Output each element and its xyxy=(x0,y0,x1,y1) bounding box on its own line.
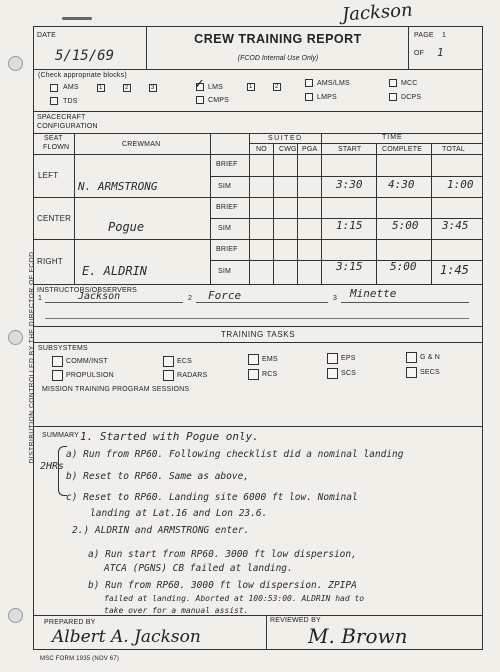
complete-left: 4:30 xyxy=(388,178,415,191)
tds-checkbox[interactable] xyxy=(50,97,58,105)
date-value: 5/15/69 xyxy=(55,48,115,64)
report-title: CREW TRAINING REPORT xyxy=(194,32,362,46)
eps-label: EPS xyxy=(341,355,356,362)
form-number: MSC FORM 1935 (NOV 67) xyxy=(40,656,120,662)
lms-1-label: 1 xyxy=(249,84,253,90)
sim-label: SIM xyxy=(218,225,232,232)
ams-label: AMS xyxy=(63,84,79,91)
observer-3-number: 3 xyxy=(333,295,338,302)
sim-label: SIM xyxy=(218,268,232,275)
cmps-checkbox[interactable] xyxy=(196,96,204,104)
total-left: 1:00 xyxy=(447,178,474,191)
eps-checkbox[interactable] xyxy=(327,353,338,364)
mcc-checkbox[interactable] xyxy=(389,79,397,87)
time-label: TIME xyxy=(382,134,403,141)
prepared-by-label: PREPARED BY xyxy=(44,619,96,626)
reviewed-by-label: REVIEWED BY xyxy=(270,617,321,624)
complete-label: COMPLETE xyxy=(382,146,423,153)
check-blocks-label: (Check appropriate blocks) xyxy=(38,72,127,79)
ams-2-label: 2 xyxy=(125,85,129,91)
staple xyxy=(62,17,92,20)
start-center: 1:15 xyxy=(336,219,363,232)
configuration-label: CONFIGURATION xyxy=(37,123,98,130)
total-center: 3:45 xyxy=(442,219,469,232)
start-left: 3:30 xyxy=(336,178,363,191)
scs-checkbox[interactable] xyxy=(327,368,338,379)
distribution-note: DISTRIBUTION CONTROLLED BY THE DIRECTOR OF FCOD xyxy=(28,251,36,464)
radars-checkbox[interactable] xyxy=(163,370,174,381)
crewman-left: N. ARMSTRONG xyxy=(78,180,158,193)
summary-line: take over for a manual assist. xyxy=(104,606,249,615)
cwg-label: CWG xyxy=(279,146,297,153)
observer-1: Jackson xyxy=(78,291,121,302)
seat-left: LEFT xyxy=(38,171,59,180)
crewman-right: E. ALDRIN xyxy=(82,264,148,278)
complete-right: 5:00 xyxy=(390,260,417,273)
observer-1-number: 1 xyxy=(38,295,43,302)
summary-line: c) Reset to RP60. Landing site 6000 ft low. Nominal xyxy=(66,492,358,503)
propulsion-checkbox[interactable] xyxy=(52,370,63,381)
lmps-label: LMPS xyxy=(317,94,337,101)
crewman-label: CREWMAN xyxy=(122,141,161,148)
g-n-label: G & N xyxy=(420,354,441,361)
comm-inst-label: COMM/INST xyxy=(66,358,108,365)
mission-sessions-label: MISSION TRAINING PROGRAM SESSIONS xyxy=(42,386,190,393)
ems-label: EMS xyxy=(262,356,278,363)
summary-line: landing at Lat.16 and Lon 23.6. xyxy=(90,508,268,519)
no-label: NO xyxy=(256,146,267,153)
tds-label: TDS xyxy=(63,98,78,105)
crewman-center: Pogue xyxy=(108,220,145,234)
observer-2: Force xyxy=(208,289,242,302)
ams-lms-label: AMS/LMS xyxy=(317,80,350,87)
summary-line: b) Run from RP60. 3000 ft low dispersion. ZPIPA xyxy=(88,580,357,591)
secs-checkbox[interactable] xyxy=(406,367,417,378)
dcps-label: DCPS xyxy=(401,94,422,101)
brief-label: BRIEF xyxy=(216,161,238,168)
rcs-label: RCS xyxy=(262,371,278,378)
lms-2-label: 2 xyxy=(275,84,279,90)
summary-line: a) Run start from RP60. 3000 ft low dispersion, xyxy=(88,549,357,560)
flown-label: FLOWN xyxy=(43,144,70,151)
summary-line: a) Run from RP60. Following checklist did a nominal landing xyxy=(66,449,404,460)
page-number: 1 xyxy=(442,32,447,39)
scs-label: SCS xyxy=(341,370,356,377)
reviewed-signature: M. Brown xyxy=(308,624,408,648)
dcps-checkbox[interactable] xyxy=(389,93,397,101)
mcc-label: MCC xyxy=(401,80,418,87)
summary-line: ATCA (PGNS) CB failed at landing. xyxy=(104,563,293,574)
page-label: PAGE xyxy=(414,32,434,39)
lmps-checkbox[interactable] xyxy=(305,93,313,101)
total-label: TOTAL xyxy=(442,146,465,153)
summary-line: b) Reset to RP60. Same as above, xyxy=(66,471,250,482)
propulsion-label: PROPULSION xyxy=(66,372,114,379)
secs-label: SECS xyxy=(420,369,440,376)
summary-label: SUMMARY xyxy=(42,432,80,439)
punch-hole xyxy=(8,56,23,71)
summary-line: 1. Started with Pogue only. xyxy=(80,430,259,443)
seat-label: SEAT xyxy=(44,135,63,142)
check-mark-icon: ✓ xyxy=(194,76,205,91)
brief-label: BRIEF xyxy=(216,246,238,253)
sim-label: SIM xyxy=(218,183,232,190)
g-n-checkbox[interactable] xyxy=(406,352,417,363)
seat-center: CENTER xyxy=(37,214,72,223)
ams-checkbox[interactable] xyxy=(50,84,58,92)
ems-checkbox[interactable] xyxy=(248,354,259,365)
punch-hole xyxy=(8,608,23,623)
of-number: 1 xyxy=(437,46,444,59)
punch-hole xyxy=(8,330,23,345)
rcs-checkbox[interactable] xyxy=(248,369,259,380)
subsystems-label: SUBSYSTEMS xyxy=(38,345,88,352)
observer-3: Minette xyxy=(350,287,397,300)
date-label: DATE xyxy=(37,32,56,39)
observer-2-number: 2 xyxy=(188,295,193,302)
ecs-checkbox[interactable] xyxy=(163,356,174,367)
cmps-label: CMPS xyxy=(208,97,230,104)
pga-label: PGA xyxy=(302,146,318,153)
ecs-label: ECS xyxy=(177,358,192,365)
start-label: START xyxy=(338,146,362,153)
summary-line: 2.) ALDRIN and ARMSTRONG enter. xyxy=(72,525,250,536)
ams-3-label: 3 xyxy=(151,85,155,91)
observers-label: INSTRUCTORS/OBSERVERS xyxy=(37,287,138,294)
seat-right: RIGHT xyxy=(37,257,63,266)
prepared-signature: Albert A. Jackson xyxy=(52,627,201,647)
of-label: OF xyxy=(414,50,425,57)
comm-inst-checkbox[interactable] xyxy=(52,356,63,367)
complete-center: 5:00 xyxy=(392,219,419,232)
start-right: 3:15 xyxy=(336,260,363,273)
report-subtitle: (FCOD Internal Use Only) xyxy=(237,55,319,62)
margin-note: 2HRs xyxy=(40,461,65,472)
spacecraft-label: SPACECRAFT xyxy=(37,114,86,121)
training-tasks-title: TRAINING TASKS xyxy=(220,330,296,339)
brief-label: BRIEF xyxy=(216,204,238,211)
suited-label: SUITED xyxy=(268,135,303,142)
ams-1-label: 1 xyxy=(99,85,103,91)
radars-label: RADARS xyxy=(177,372,208,379)
total-right: 1:45 xyxy=(440,263,469,277)
ams-lms-checkbox[interactable] xyxy=(305,79,313,87)
top-signature: Jackson xyxy=(341,0,414,26)
summary-line: failed at landing. Aborted at 100:53:00. ALDRIN had to xyxy=(104,594,365,603)
lms-label: LMS xyxy=(208,84,223,91)
